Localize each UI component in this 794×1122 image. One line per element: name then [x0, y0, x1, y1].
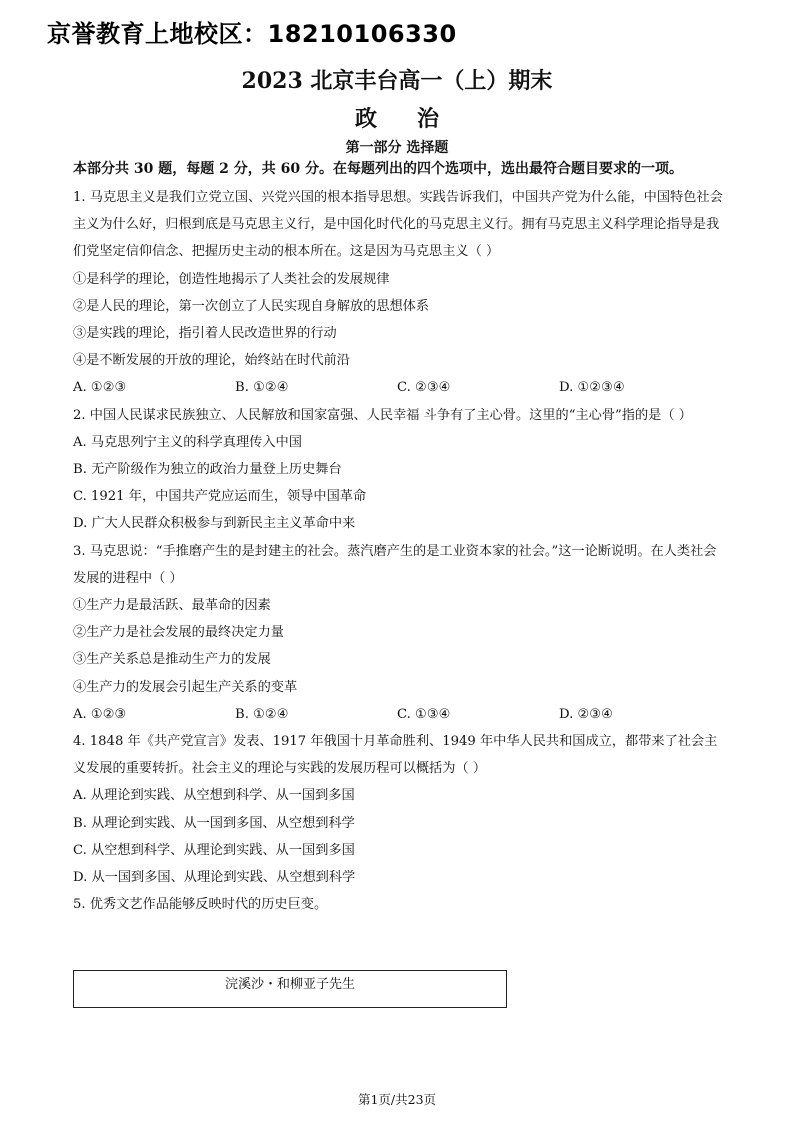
option-a: A. ①②③ — [73, 380, 127, 396]
question-2 — [73, 402, 723, 538]
question-stem: 5. 优秀文艺作品能够反映时代的历史巨变。 — [73, 897, 328, 913]
question-item: ③生产关系总是推动生产力的发展 — [73, 652, 271, 668]
question-stem: 4. 1848 年《共产党宣言》发表、1917 年俄国十月革命胜利、1949 年中华人民共和国成立，都带来了社会主义发展的重要转折。社会主义的理论与实践的发展历程可以概括为（ ） — [73, 734, 718, 777]
poem-title: 浣溪沙・和柳亚子先生 — [224, 977, 355, 992]
poem-box — [73, 970, 507, 1008]
section-heading: 第一部分 选择题 — [345, 140, 449, 156]
question-item: ②是人民的理论，第一次创立了人民实现自身解放的思想体系 — [73, 298, 430, 314]
option-c: C. ②③④ — [397, 380, 451, 396]
option-d: D. ①②③④ — [559, 380, 625, 396]
page-number: 第1页/共23页 — [357, 1092, 437, 1107]
question-stem: 3. 马克思说：“手推磨产生的是封建主的社会。蒸汽磨产生的是工业资本家的社会。”这一论断说明。在人类社会发展的进程中（ ） — [73, 543, 717, 586]
question-item: ①是科学的理论，创造性地揭示了人类社会的发展规律 — [73, 271, 390, 287]
question-content — [73, 158, 723, 918]
option-c: C. 从空想到科学、从理论到实践、从一国到多国 — [73, 842, 355, 858]
exam-title: 2023 北京丰台高一（上）期末 — [241, 68, 553, 94]
question-stem: 2. 中国人民谋求民族独立、人民解放和国家富强、人民幸福 斗争有了主心骨。这里的“主心骨”指的是（ ） — [73, 407, 692, 423]
subject-title: 政治 — [354, 106, 479, 132]
option-a: A. 马克思列宁主义的科学真理传入中国 — [73, 434, 302, 450]
option-b: B. 无产阶级作为独立的政治力量登上历史舞台 — [73, 462, 342, 478]
option-d: D. 广大人民群众积极参与到新民主主义革命中来 — [73, 516, 356, 532]
option-b: B. ①②④ — [235, 706, 289, 722]
question-item: ④是不断发展的开放的理论，始终站在时代前沿 — [73, 353, 350, 369]
answer-options — [73, 374, 723, 401]
question-stem: 1. 马克思主义是我们立党立国、兴党兴国的根本指导思想。实践告诉我们，中国共产党为什么能，中国特色社会主义为什么好，归根到底是马克思主义行，是中国化时代化的马克思主义行。拥有马克思主义科学理论指导是我们党坚定信仰信念、把握历史主动的根本所在。这是因为马克思主义（ ） — [73, 190, 723, 260]
question-4 — [73, 728, 723, 891]
option-d: D. 从一国到多国、从理论到实践、从空想到科学 — [73, 870, 356, 886]
option-a: A. 从理论到实践、从空想到科学、从一国到多国 — [73, 788, 355, 804]
option-c: C. ①③④ — [397, 706, 451, 722]
question-1 — [73, 184, 723, 402]
option-b: B. ①②④ — [235, 380, 289, 396]
option-b: B. 从理论到实践、从一国到多国、从空想到科学 — [73, 815, 355, 831]
option-c: C. 1921 年，中国共产党应运而生，领导中国革命 — [73, 489, 367, 505]
question-5 — [73, 891, 723, 918]
question-item: ③是实践的理论，指引着人民改造世界的行动 — [73, 326, 337, 342]
option-a: A. ①②③ — [73, 706, 127, 722]
question-item: ②生产力是社会发展的最终决定力量 — [73, 625, 284, 641]
question-item: ①生产力是最活跃、最革命的因素 — [73, 598, 271, 614]
option-d: D. ②③④ — [559, 706, 613, 722]
answer-options — [73, 701, 723, 728]
question-item: ④生产力的发展会引起生产关系的变革 — [73, 679, 298, 695]
instructions: 本部分共 30 题，每题 2 分，共 60 分。在每题列出的四个选项中，选出最符合题目要求的一项。 — [73, 161, 683, 177]
question-3 — [73, 538, 723, 728]
header-contact-tag: 京誉教育上地校区：18210106330 — [47, 20, 457, 48]
